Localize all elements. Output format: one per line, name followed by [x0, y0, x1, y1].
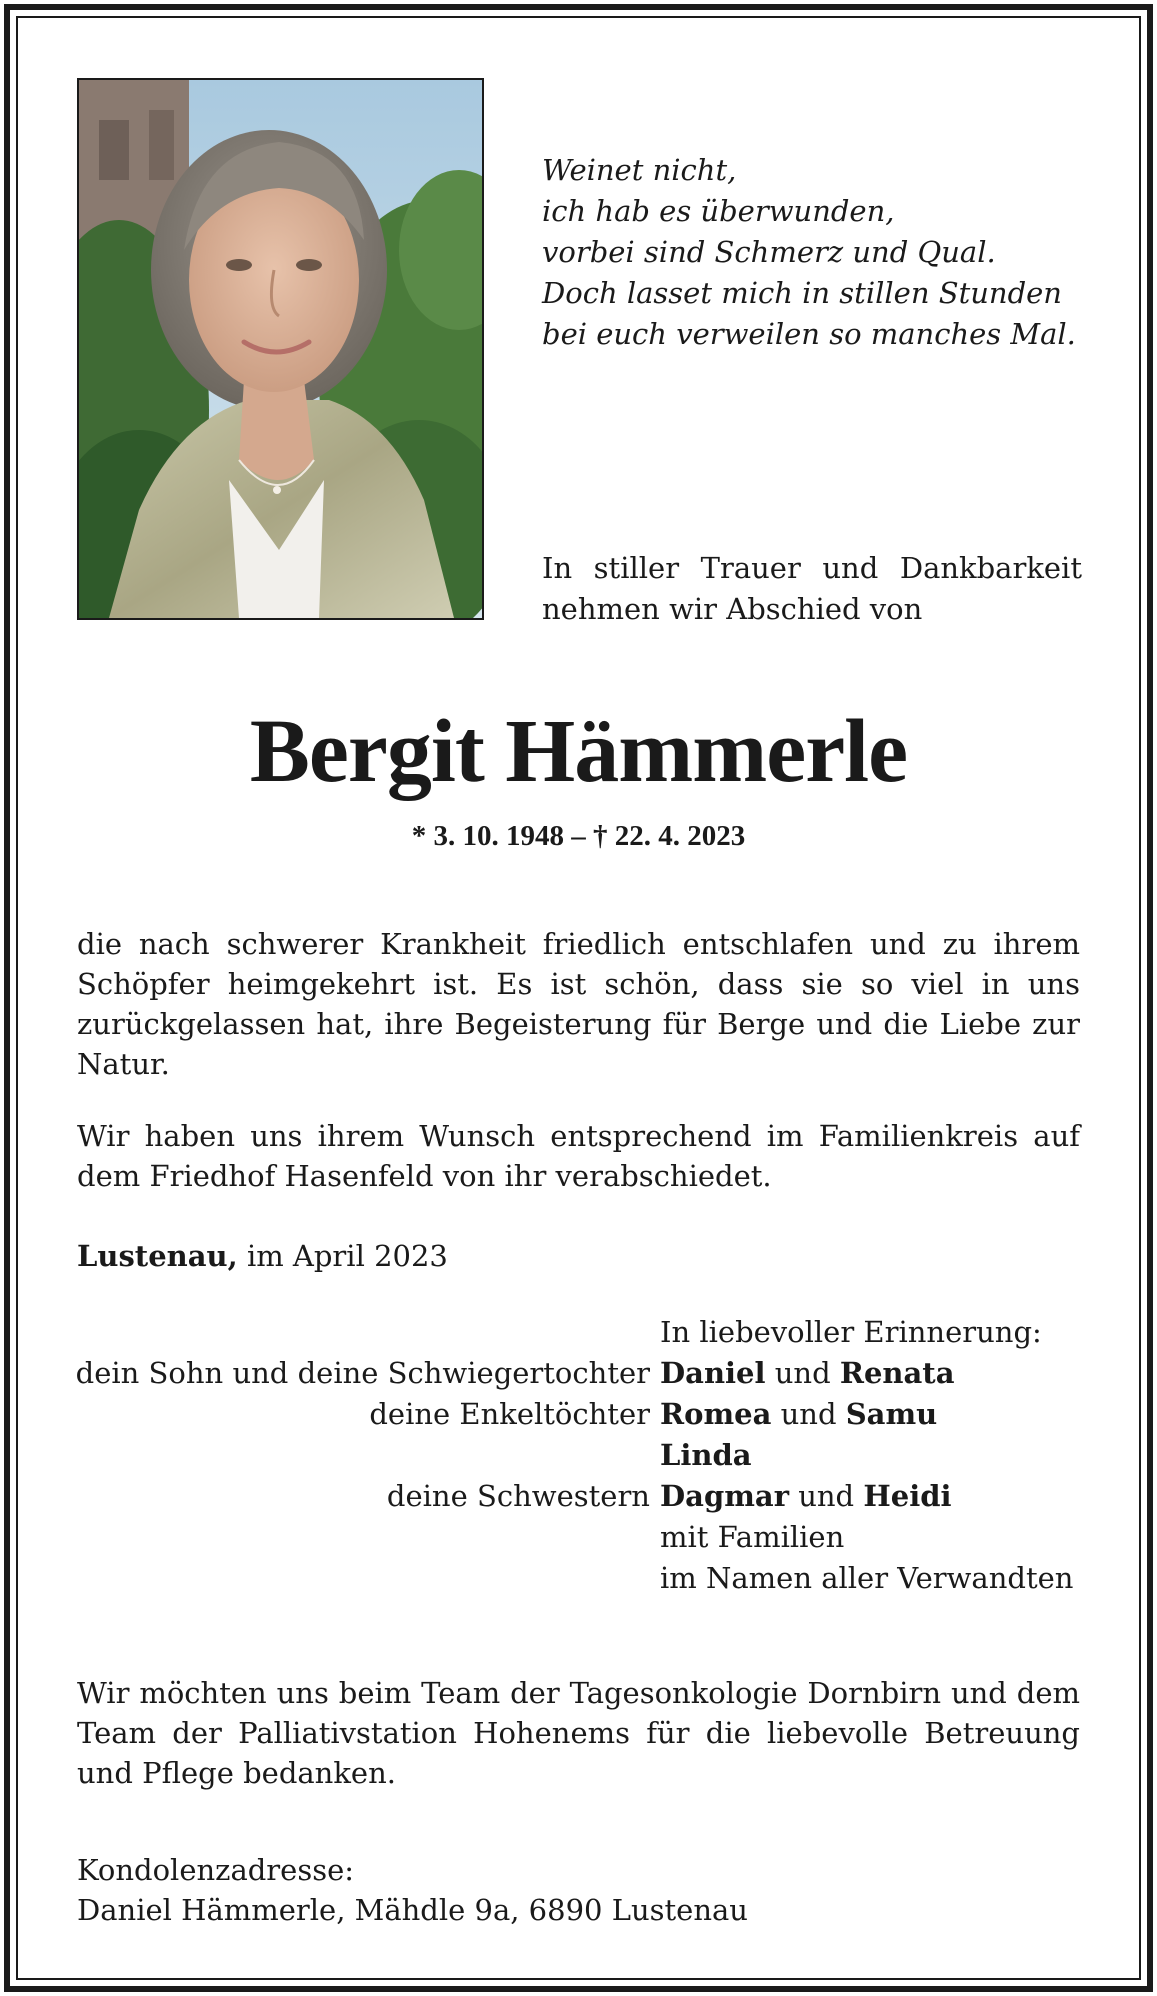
relative-name: Renata — [839, 1356, 955, 1390]
paragraph-thanks: Wir möchten uns beim Team der Tagesonkologie Dornbirn und dem Team der Palliativstation Hohenems für die liebevolle Betreuung und Pflege bedanken. — [77, 1676, 1080, 1790]
conjunction: und — [774, 1356, 831, 1390]
family-row — [0, 1517, 1157, 1557]
family-row — [0, 1435, 1157, 1475]
family-note: im Namen aller Verwandten — [660, 1561, 1074, 1595]
poem-line: Doch lasset mich in stillen Stunden — [542, 276, 1062, 310]
relative-name: Linda — [660, 1438, 752, 1472]
poem-line: ich hab es überwunden, — [542, 194, 895, 228]
family-note: mit Familien — [660, 1520, 845, 1554]
family-row — [0, 1353, 1157, 1393]
paragraph-farewell: die nach schwerer Krankheit friedlich entschlafen und zu ihrem Schöpfer heimgekehrt ist. Es ist schön, dass sie so viel in uns zurückgelassen hat, ihre Begeisterung für Berge und die Liebe zur Natur. — [77, 927, 1080, 1081]
intro-line: In stiller Trauer und Dankbarkeit — [542, 551, 1082, 585]
portrait-photo — [77, 78, 484, 620]
deceased-name: Bergit Hämmerle — [249, 702, 908, 801]
family-row — [0, 1558, 1157, 1598]
relation-label: deine Enkeltöchter — [369, 1397, 650, 1431]
address-line: Daniel Hämmerle, Mähdle 9a, 6890 Lustenau — [77, 1893, 748, 1927]
poem — [542, 150, 1102, 355]
intro-text — [542, 548, 1082, 630]
paragraph-burial: Wir haben uns ihrem Wunsch entsprechend im Familienkreis auf dem Friedhof Hasenfeld von ihr verabschiedet. — [77, 1119, 1080, 1193]
conjunction: und — [780, 1397, 837, 1431]
relative-name: Heidi — [863, 1479, 952, 1513]
poem-line: Weinet nicht, — [542, 153, 737, 187]
place-month: im April 2023 — [246, 1239, 448, 1273]
relative-name: Daniel — [660, 1356, 766, 1390]
relative-name: Dagmar — [660, 1479, 789, 1513]
intro-line: nehmen wir Abschied von — [542, 592, 923, 626]
relation-label: deine Schwestern — [386, 1479, 650, 1513]
address-label: Kondolenzadresse: — [77, 1853, 355, 1887]
place-city: Lustenau, — [77, 1239, 238, 1273]
relation-names — [660, 1353, 955, 1393]
relation-names — [660, 1476, 952, 1516]
poem-line: vorbei sind Schmerz und Qual. — [542, 235, 996, 269]
family-heading: In liebevoller Erinnerung: — [660, 1315, 1042, 1349]
family-row — [0, 1394, 1157, 1434]
relative-name: Samu — [845, 1397, 938, 1431]
poem-line: bei euch verweilen so manches Mal. — [542, 317, 1076, 351]
family-row — [0, 1476, 1157, 1516]
relation-names — [660, 1394, 937, 1434]
conjunction: und — [798, 1479, 855, 1513]
life-dates: * 3. 10. 1948 – † 22. 4. 2023 — [411, 820, 746, 852]
place-date — [77, 1236, 448, 1276]
relation-names — [660, 1435, 752, 1475]
condolence-address — [77, 1850, 748, 1930]
relative-name: Romea — [660, 1397, 772, 1431]
family-heading-row — [0, 1312, 1157, 1352]
relation-label: dein Sohn und deine Schwiegertochter — [75, 1356, 650, 1390]
